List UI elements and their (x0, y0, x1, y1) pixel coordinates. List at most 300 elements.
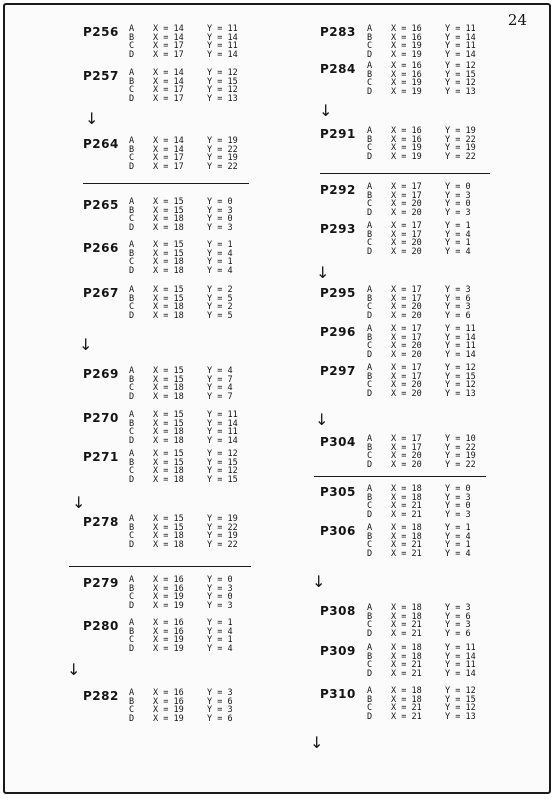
down-arrow-icon: ↓ (312, 572, 326, 591)
entry-label: P280 (83, 619, 119, 633)
coordinate-row (367, 670, 495, 679)
y-value: Y = 6 (445, 310, 471, 321)
y-value: Y = 5 (207, 310, 233, 321)
x-value: X = 18 (153, 310, 184, 321)
y-value: Y = 6 (207, 713, 233, 724)
y-value: Y = 14 (445, 651, 476, 662)
x-value: X = 15 (153, 374, 184, 385)
y-value: Y = 15 (445, 69, 476, 80)
x-value: X = 16 (153, 583, 184, 594)
y-value: Y = 14 (207, 32, 238, 43)
y-value: Y = 4 (207, 643, 233, 654)
row-letter: B (129, 32, 135, 43)
row-letter: D (367, 628, 373, 639)
x-value: X = 15 (153, 522, 184, 533)
x-value: X = 15 (153, 248, 184, 259)
row-letter: B (129, 696, 135, 707)
coordinate-row (129, 198, 257, 207)
row-letter: C (367, 501, 373, 511)
coordinate-row (367, 303, 495, 312)
y-value: Y = 15 (445, 371, 476, 382)
x-value: X = 20 (391, 380, 422, 390)
row-letter: C (367, 703, 373, 713)
x-value: X = 19 (391, 41, 422, 51)
y-value: Y = 11 (207, 24, 238, 34)
coordinate-row (367, 200, 495, 209)
entry-label: P279 (83, 576, 119, 590)
coordinate-row (367, 494, 495, 503)
row-letter: A (129, 410, 135, 420)
coordinate-row (367, 533, 495, 542)
x-value: X = 16 (153, 626, 184, 637)
y-value: Y = 22 (445, 151, 476, 162)
coordinate-row (367, 342, 495, 351)
coordinate-row (367, 485, 495, 494)
entry-label: P309 (320, 644, 356, 658)
row-letter: D (367, 151, 373, 162)
y-value: Y = 2 (207, 285, 233, 295)
coordinate-row (129, 224, 257, 233)
x-value: X = 18 (391, 611, 422, 622)
coordinate-row (129, 34, 257, 43)
row-letter: A (367, 24, 373, 34)
row-letter: C (129, 41, 135, 51)
row-letter: C (129, 466, 135, 476)
y-value: Y = 3 (207, 705, 233, 715)
y-value: Y = 14 (445, 32, 476, 43)
y-value: Y = 12 (445, 61, 476, 71)
y-value: Y = 1 (207, 257, 233, 267)
entry-label: P291 (320, 127, 356, 141)
left-column (5, 5, 280, 796)
coordinate-row (367, 550, 495, 559)
coordinate-row (129, 541, 257, 550)
row-letter: C (129, 383, 135, 393)
x-value: X = 15 (153, 197, 184, 207)
y-value: Y = 1 (207, 635, 233, 645)
row-letter: D (367, 459, 373, 470)
entry-label: P266 (83, 241, 119, 255)
row-letter: A (367, 324, 373, 334)
coordinate-row (367, 62, 495, 71)
y-value: Y = 14 (207, 435, 238, 446)
x-value: X = 16 (153, 575, 184, 585)
coordinate-row (129, 241, 257, 250)
coordinate-row (367, 286, 495, 295)
y-value: Y = 4 (207, 383, 233, 393)
coordinate-row (367, 239, 495, 248)
x-value: X = 19 (153, 635, 184, 645)
coordinate-row (367, 88, 495, 97)
row-letter: A (129, 688, 135, 698)
row-letter: D (367, 207, 373, 218)
row-letter: D (129, 265, 135, 276)
y-value: Y = 13 (445, 711, 476, 722)
y-value: Y = 1 (445, 540, 471, 550)
row-letter: B (129, 457, 135, 468)
coordinate-row (129, 576, 257, 585)
coordinate-row (129, 137, 257, 146)
coordinate-row (129, 515, 257, 524)
y-value: Y = 11 (207, 410, 238, 420)
y-value: Y = 12 (445, 703, 476, 713)
row-letter: B (367, 190, 373, 201)
coordinate-row (129, 69, 257, 78)
coordinate-row (129, 376, 257, 385)
y-value: Y = 19 (207, 531, 238, 541)
y-value: Y = 3 (445, 285, 471, 295)
y-value: Y = 4 (445, 548, 471, 559)
coordinate-row (129, 312, 257, 321)
y-value: Y = 0 (207, 214, 233, 224)
coordinate-row (129, 367, 257, 376)
coordinate-row (367, 687, 495, 696)
coordinate-row (367, 231, 495, 240)
coordinate-row (367, 381, 495, 390)
coordinate-row (367, 524, 495, 533)
coordinate-row (367, 613, 495, 622)
y-value: Y = 13 (445, 86, 476, 97)
row-letter: B (367, 694, 373, 705)
entry-label: P310 (320, 687, 356, 701)
row-letter: C (367, 620, 373, 630)
y-value: Y = 11 (445, 341, 476, 351)
row-letter: D (367, 310, 373, 321)
y-value: Y = 0 (445, 484, 471, 494)
y-value: Y = 7 (207, 374, 233, 385)
y-value: Y = 22 (207, 161, 238, 172)
row-letter: C (129, 531, 135, 541)
coordinate-row (129, 207, 257, 216)
coordinate-row (367, 364, 495, 373)
entry-label: P278 (83, 515, 119, 529)
coordinate-row (129, 532, 257, 541)
x-value: X = 18 (153, 214, 184, 224)
coordinate-row (367, 222, 495, 231)
row-letter: D (129, 49, 135, 60)
row-letter: A (129, 197, 135, 207)
down-arrow-icon: ↓ (310, 733, 324, 752)
row-letter: A (367, 686, 373, 696)
x-value: X = 17 (391, 363, 422, 373)
coordinate-row (367, 136, 495, 145)
coordinate-row (367, 696, 495, 705)
y-value: Y = 0 (445, 182, 471, 192)
x-value: X = 21 (391, 540, 422, 550)
coordinate-row (129, 411, 257, 420)
x-value: X = 18 (153, 427, 184, 437)
coordinate-row (367, 541, 495, 550)
row-letter: B (367, 442, 373, 453)
coordinate-row (129, 303, 257, 312)
row-letter: A (367, 126, 373, 136)
coordinate-row (129, 476, 257, 485)
x-value: X = 15 (153, 293, 184, 304)
x-value: X = 15 (153, 457, 184, 468)
y-value: Y = 12 (445, 78, 476, 88)
coordinate-row (129, 420, 257, 429)
coordinate-row (367, 653, 495, 662)
row-letter: C (367, 41, 373, 51)
coordinate-row (129, 689, 257, 698)
coordinate-row (129, 163, 257, 172)
row-letter: A (129, 24, 135, 34)
row-letter: B (129, 418, 135, 429)
y-value: Y = 10 (445, 434, 476, 444)
y-value: Y = 22 (207, 144, 238, 155)
x-value: X = 20 (391, 246, 422, 257)
y-value: Y = 0 (445, 199, 471, 209)
y-value: Y = 22 (207, 539, 238, 550)
y-value: Y = 11 (207, 427, 238, 437)
x-value: X = 15 (153, 410, 184, 420)
x-value: X = 21 (391, 548, 422, 559)
row-letter: A (129, 68, 135, 78)
down-arrow-icon: ↓ (67, 660, 81, 679)
down-arrow-icon: ↓ (72, 493, 86, 512)
x-value: X = 20 (391, 451, 422, 461)
coordinate-row (129, 715, 257, 724)
x-value: X = 21 (391, 660, 422, 670)
x-value: X = 15 (153, 366, 184, 376)
row-letter: A (129, 366, 135, 376)
row-letter: D (129, 161, 135, 172)
y-value: Y = 3 (445, 302, 471, 312)
row-letter: D (367, 246, 373, 257)
coordinate-row (367, 502, 495, 511)
coordinate-row (129, 286, 257, 295)
coordinate-row (129, 42, 257, 51)
y-value: Y = 3 (445, 207, 471, 218)
x-value: X = 21 (391, 620, 422, 630)
coordinate-row (129, 51, 257, 60)
row-letter: C (367, 78, 373, 88)
row-letter: A (367, 523, 373, 533)
row-letter: A (129, 575, 135, 585)
x-value: X = 19 (153, 600, 184, 611)
row-letter: D (129, 474, 135, 485)
x-value: X = 19 (391, 151, 422, 162)
row-letter: C (367, 341, 373, 351)
row-letter: D (367, 668, 373, 679)
x-value: X = 14 (153, 144, 184, 155)
y-value: Y = 15 (445, 694, 476, 705)
entry-label: P292 (320, 183, 356, 197)
coordinate-row (129, 95, 257, 104)
x-value: X = 20 (391, 310, 422, 321)
coordinate-row (367, 209, 495, 218)
entry-label: P269 (83, 367, 119, 381)
x-value: X = 17 (391, 442, 422, 453)
entry-label: P306 (320, 524, 356, 538)
coordinate-row (367, 325, 495, 334)
x-value: X = 18 (391, 484, 422, 494)
entry-label: P296 (320, 325, 356, 339)
y-value: Y = 14 (445, 349, 476, 360)
coordinate-row (367, 248, 495, 257)
row-letter: C (367, 199, 373, 209)
x-value: X = 20 (391, 341, 422, 351)
row-letter: D (129, 391, 135, 402)
y-value: Y = 12 (445, 686, 476, 696)
y-value: Y = 11 (445, 24, 476, 34)
divider-line (320, 173, 490, 174)
row-letter: C (367, 451, 373, 461)
coordinate-row (367, 312, 495, 321)
coordinate-row (129, 698, 257, 707)
row-letter: D (129, 435, 135, 446)
coordinate-row (367, 461, 495, 470)
coordinate-row (129, 645, 257, 654)
x-value: X = 19 (391, 143, 422, 153)
y-value: Y = 22 (445, 459, 476, 470)
y-value: Y = 0 (207, 197, 233, 207)
x-value: X = 15 (153, 205, 184, 216)
y-value: Y = 6 (207, 696, 233, 707)
down-arrow-icon: ↓ (85, 109, 99, 128)
row-letter: A (129, 449, 135, 459)
coordinate-row (129, 602, 257, 611)
x-value: X = 17 (153, 41, 184, 51)
row-letter: C (129, 302, 135, 312)
entry-label: P305 (320, 485, 356, 499)
x-value: X = 17 (153, 93, 184, 104)
coordinate-row (367, 713, 495, 722)
entry-label: P270 (83, 411, 119, 425)
coordinate-row (129, 437, 257, 446)
x-value: X = 18 (153, 391, 184, 402)
y-value: Y = 0 (207, 575, 233, 585)
row-letter: D (367, 49, 373, 60)
x-value: X = 17 (391, 332, 422, 343)
coordinate-row (367, 153, 495, 162)
entry-label: P256 (83, 25, 119, 39)
y-value: Y = 1 (445, 238, 471, 248)
row-letter: C (129, 85, 135, 95)
page-number: 24 (507, 11, 527, 29)
entry-label: P271 (83, 450, 119, 464)
coordinate-row (367, 34, 495, 43)
coordinate-row (129, 295, 257, 304)
row-letter: B (367, 229, 373, 240)
x-value: X = 18 (153, 383, 184, 393)
x-value: X = 16 (153, 688, 184, 698)
down-arrow-icon: ↓ (79, 335, 93, 354)
coordinate-row (367, 295, 495, 304)
divider-line (83, 183, 249, 184)
x-value: X = 14 (153, 68, 184, 78)
row-letter: B (129, 144, 135, 155)
x-value: X = 18 (153, 435, 184, 446)
coordinate-row (129, 258, 257, 267)
coordinate-row (367, 604, 495, 613)
row-letter: A (367, 285, 373, 295)
row-letter: A (129, 240, 135, 250)
y-value: Y = 4 (445, 229, 471, 240)
y-value: Y = 19 (445, 126, 476, 136)
y-value: Y = 4 (445, 246, 471, 257)
coordinate-row (367, 25, 495, 34)
entry-label: P297 (320, 364, 356, 378)
coordinate-row (367, 704, 495, 713)
row-letter: B (367, 531, 373, 542)
x-value: X = 18 (391, 603, 422, 613)
row-letter: D (129, 222, 135, 233)
x-value: X = 16 (153, 696, 184, 707)
coordinate-row (129, 393, 257, 402)
x-value: X = 14 (153, 24, 184, 34)
coordinate-row (129, 25, 257, 34)
coordinate-row (129, 619, 257, 628)
coordinate-row (129, 154, 257, 163)
x-value: X = 15 (153, 449, 184, 459)
row-letter: A (129, 514, 135, 524)
y-value: Y = 12 (207, 68, 238, 78)
y-value: Y = 14 (445, 332, 476, 343)
coordinate-row (129, 585, 257, 594)
y-value: Y = 12 (207, 449, 238, 459)
y-value: Y = 15 (207, 76, 238, 87)
coordinate-row (367, 435, 495, 444)
x-value: X = 19 (391, 49, 422, 60)
row-letter: D (367, 711, 373, 722)
x-value: X = 14 (153, 32, 184, 43)
x-value: X = 17 (391, 182, 422, 192)
y-value: Y = 4 (207, 248, 233, 259)
row-letter: D (129, 93, 135, 104)
row-letter: B (367, 371, 373, 382)
down-arrow-icon: ↓ (315, 410, 329, 429)
y-value: Y = 15 (207, 474, 238, 485)
x-value: X = 18 (153, 531, 184, 541)
y-value: Y = 0 (445, 501, 471, 511)
x-value: X = 19 (153, 705, 184, 715)
x-value: X = 19 (391, 86, 422, 97)
x-value: X = 20 (391, 207, 422, 218)
x-value: X = 18 (153, 466, 184, 476)
y-value: Y = 11 (445, 41, 476, 51)
y-value: Y = 3 (445, 509, 471, 520)
row-letter: D (367, 548, 373, 559)
x-value: X = 20 (391, 459, 422, 470)
y-value: Y = 4 (207, 626, 233, 637)
divider-line (69, 566, 251, 567)
x-value: X = 21 (391, 509, 422, 520)
coordinate-row (129, 636, 257, 645)
row-letter: A (367, 434, 373, 444)
y-value: Y = 12 (445, 380, 476, 390)
row-letter: C (367, 380, 373, 390)
y-value: Y = 4 (207, 366, 233, 376)
x-value: X = 16 (391, 24, 422, 34)
row-letter: B (367, 332, 373, 343)
y-value: Y = 12 (207, 85, 238, 95)
row-letter: C (129, 635, 135, 645)
x-value: X = 19 (153, 713, 184, 724)
y-value: Y = 11 (445, 643, 476, 653)
x-value: X = 20 (391, 238, 422, 248)
row-letter: C (367, 660, 373, 670)
y-value: Y = 1 (445, 221, 471, 231)
coordinate-row (129, 384, 257, 393)
y-value: Y = 19 (445, 143, 476, 153)
x-value: X = 18 (153, 222, 184, 233)
entry-label: P267 (83, 286, 119, 300)
x-value: X = 17 (391, 293, 422, 304)
y-value: Y = 22 (445, 134, 476, 145)
down-arrow-icon: ↓ (319, 101, 333, 120)
x-value: X = 21 (391, 668, 422, 679)
